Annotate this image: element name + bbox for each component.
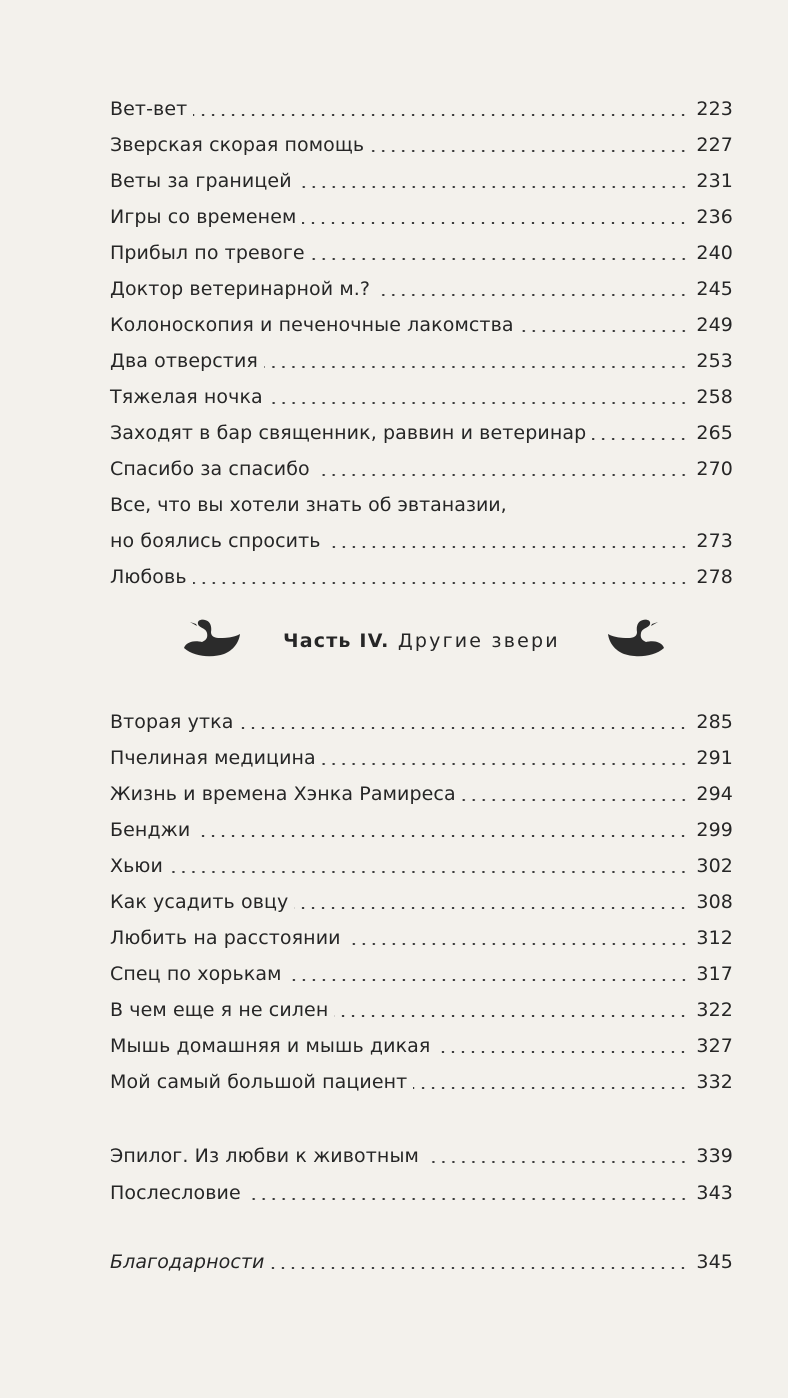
toc-entry[interactable] [110, 917, 733, 949]
dot-leader [520, 330, 689, 332]
dot-leader [193, 582, 689, 584]
toc-page-number: 322 [696, 999, 733, 1021]
dot-leader [316, 474, 689, 476]
toc-entry[interactable] [110, 304, 733, 336]
toc-entry[interactable] [110, 953, 733, 985]
toc-entry[interactable] [110, 701, 733, 733]
dot-leader [193, 114, 688, 116]
toc-entry[interactable] [110, 520, 733, 552]
toc-entry[interactable] [110, 556, 733, 588]
toc-entry-title: Эпилог. Из любви к животным [110, 1145, 419, 1167]
toc-entry-title: Жизнь и времена Хэнка Рамиреса [110, 783, 456, 805]
toc-page-number: 285 [696, 711, 733, 733]
toc-entry-title: Любить на расстоянии [110, 927, 341, 949]
toc-entry-title: Зверская скорая помощь [110, 134, 365, 156]
toc-entry-title: Мой самый большой пациент [110, 1071, 408, 1093]
toc-page-number: 249 [696, 314, 733, 336]
toc-entry[interactable] [110, 1025, 733, 1057]
dot-leader [425, 1161, 688, 1163]
part-name: Другие звери [397, 630, 560, 652]
toc-entry[interactable] [110, 88, 733, 120]
toc-page-number: 240 [696, 242, 733, 264]
toc-entry-title: Послесловие [110, 1182, 241, 1204]
toc-entry-title: Как усадить овцу [110, 891, 289, 913]
toc-page-number: 270 [696, 458, 733, 480]
toc-entry-title: Веты за границей [110, 170, 292, 192]
toc-page-number: 231 [696, 170, 733, 192]
toc-entry[interactable] [110, 1241, 733, 1273]
toc-page-number: 327 [696, 1035, 733, 1057]
toc-entry[interactable] [110, 773, 733, 805]
dot-leader [462, 799, 689, 801]
toc-entry-title: Прибыл по тревоге [110, 242, 305, 264]
toc-page-number: 339 [696, 1145, 733, 1167]
toc-entry-title: Любовь [110, 566, 187, 588]
dot-leader [269, 402, 689, 404]
dot-leader [370, 150, 688, 152]
toc-page-number: 345 [696, 1251, 733, 1273]
toc-entry[interactable] [110, 1061, 733, 1093]
toc-page-number: 227 [696, 134, 733, 156]
dot-leader [322, 763, 689, 765]
toc-entry-title: Бенджи [110, 819, 191, 841]
toc-page-number: 278 [696, 566, 733, 588]
toc-entry[interactable] [110, 340, 733, 372]
toc-entry[interactable] [110, 809, 733, 841]
dot-leader [334, 1015, 688, 1017]
toc-entry-title: В чем еще я не силен [110, 999, 329, 1021]
toc-entry-title: Два отверстия [110, 350, 258, 372]
dot-leader [302, 222, 688, 224]
part-heading[interactable] [110, 618, 733, 664]
toc-page-number: 312 [696, 927, 733, 949]
toc-entry[interactable] [110, 1172, 733, 1204]
toc-page-number: 245 [696, 278, 733, 300]
toc-entry-title: Тяжелая ночка [110, 386, 263, 408]
dot-leader [270, 1267, 688, 1269]
toc-entry[interactable] [110, 845, 733, 877]
toc-page-number: 291 [696, 747, 733, 769]
toc-entry-title: Колоноскопия и печеночные лакомства [110, 314, 514, 336]
toc-page-number: 308 [696, 891, 733, 913]
toc-entry[interactable] [110, 412, 733, 444]
toc-page-number: 258 [696, 386, 733, 408]
dot-leader [311, 258, 689, 260]
dot-leader [327, 546, 689, 548]
dot-leader [288, 979, 689, 981]
toc-page-number: 294 [696, 783, 733, 805]
toc-entry-title: Мышь домашняя и мышь дикая [110, 1035, 431, 1057]
dot-leader [294, 907, 688, 909]
toc-entry[interactable] [110, 232, 733, 264]
dot-leader [247, 1198, 689, 1200]
toc-page-number: 223 [696, 98, 733, 120]
dot-leader [264, 366, 688, 368]
toc-page-number: 273 [696, 530, 733, 552]
toc-page-number: 265 [696, 422, 733, 444]
toc-page-number: 299 [696, 819, 733, 841]
toc-entry[interactable] [110, 376, 733, 408]
part-number: Часть IV. [283, 630, 390, 652]
dot-leader [347, 943, 689, 945]
dot-leader [169, 871, 688, 873]
toc-entry[interactable] [110, 124, 733, 156]
dot-leader [239, 727, 688, 729]
toc-entry[interactable] [110, 1135, 733, 1167]
toc-entry[interactable] [110, 160, 733, 192]
toc-entry-title: Пчелиная медицина [110, 747, 316, 769]
part-title [255, 630, 588, 652]
toc-page-number: 332 [696, 1071, 733, 1093]
toc-entry-title: Заходят в бар священник, раввин и ветеринар [110, 422, 587, 444]
dot-leader [196, 835, 688, 837]
toc-page-number: 253 [696, 350, 733, 372]
toc-entry-title: Спасибо за спасибо [110, 458, 310, 480]
toc-entry[interactable] [110, 881, 733, 913]
dot-leader [376, 294, 688, 296]
duck-silhouette-icon [180, 618, 242, 658]
toc-page-number: 317 [696, 963, 733, 985]
toc-entry-title: Благодарности [110, 1251, 265, 1273]
toc-entry-title: Доктор ветеринарной м.? [110, 278, 371, 300]
dot-leader [298, 186, 689, 188]
toc-entry-title: Вторая утка [110, 711, 234, 733]
duck-silhouette-icon [606, 618, 668, 658]
toc-entry-title: Хьюи [110, 855, 163, 877]
dot-leader [592, 438, 688, 440]
toc-entry[interactable] [110, 196, 733, 228]
toc-entry-title-line1: Все, что вы хотели знать об эвтаназии, [110, 494, 507, 516]
toc-page-number: 343 [696, 1182, 733, 1204]
toc-entry-title: Вет-вет [110, 98, 188, 120]
toc-entry[interactable] [110, 268, 733, 300]
toc-entry[interactable] [110, 737, 733, 769]
toc-entry[interactable] [110, 448, 733, 480]
toc-entry-title: Спец по хорькам [110, 963, 282, 985]
toc-page-number: 302 [696, 855, 733, 877]
toc-entry-title: Игры со временем [110, 206, 297, 228]
toc-entry-title: но боялись спросить [110, 530, 321, 552]
dot-leader [413, 1087, 688, 1089]
toc-page-number: 236 [696, 206, 733, 228]
dot-leader [436, 1051, 688, 1053]
toc-entry[interactable] [110, 989, 733, 1021]
